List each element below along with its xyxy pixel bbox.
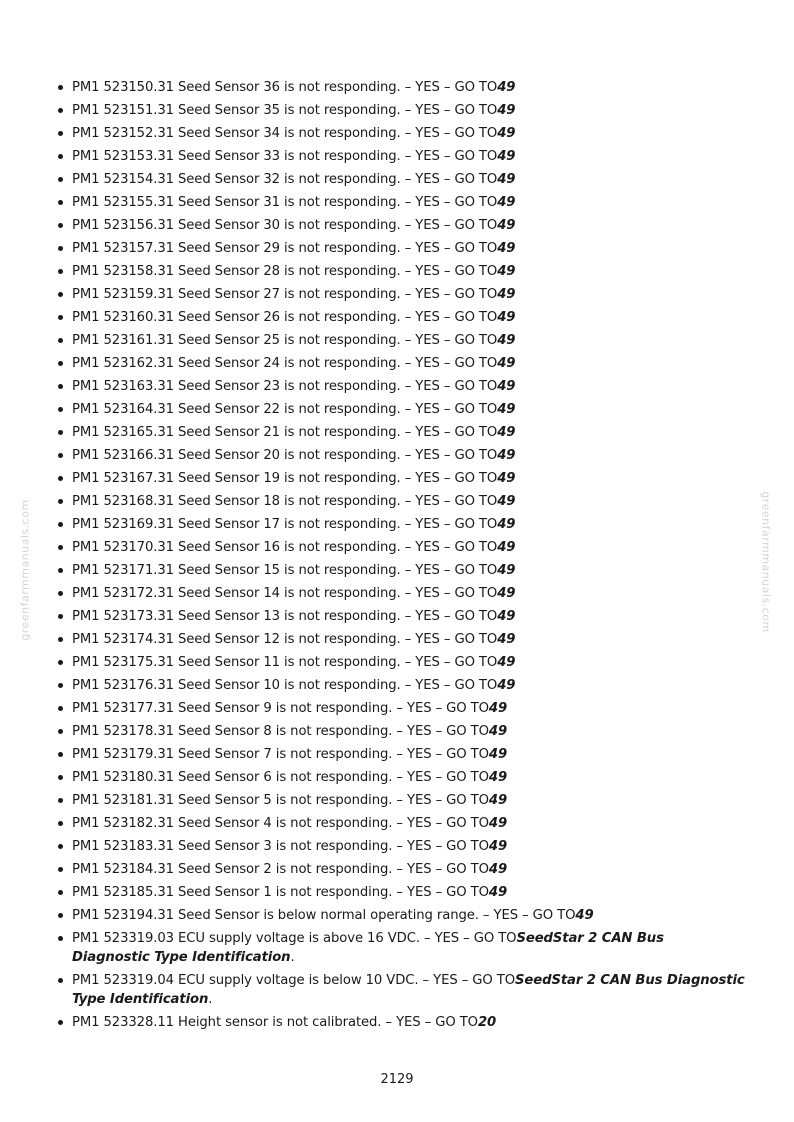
- bullet-icon: [58, 177, 63, 182]
- goto-link[interactable]: 49: [497, 264, 516, 279]
- code-description: PM1 523158.31 Seed Sensor 28 is not responding. – YES – GO TO: [72, 264, 498, 279]
- list-item: [56, 653, 746, 672]
- list-item: [56, 492, 746, 511]
- bullet-icon: [58, 315, 63, 320]
- goto-link[interactable]: 49: [488, 747, 508, 762]
- goto-link[interactable]: 49: [497, 402, 516, 417]
- list-item: [56, 1013, 746, 1032]
- goto-link[interactable]: 49: [497, 80, 516, 95]
- goto-link[interactable]: 49: [497, 333, 516, 348]
- code-description: PM1 523167.31 Seed Sensor 19 is not responding. – YES – GO TO: [72, 471, 498, 486]
- goto-link[interactable]: 49: [497, 448, 516, 463]
- code-description: PM1 523166.31 Seed Sensor 20 is not responding. – YES – GO TO: [72, 448, 498, 463]
- list-item: [56, 515, 746, 534]
- bullet-icon: [58, 729, 63, 734]
- goto-link[interactable]: 20: [477, 1015, 497, 1030]
- list-item: [56, 630, 746, 649]
- goto-link[interactable]: 49: [497, 218, 516, 233]
- list-item: [56, 607, 746, 626]
- list-item: [56, 285, 746, 304]
- bullet-icon: [58, 545, 63, 550]
- list-item: [56, 971, 746, 1009]
- bullet-icon: [58, 706, 63, 711]
- bullet-icon: [58, 821, 63, 826]
- code-description: PM1 523163.31 Seed Sensor 23 is not responding. – YES – GO TO: [72, 379, 498, 394]
- code-description: PM1 523168.31 Seed Sensor 18 is not responding. – YES – GO TO: [72, 494, 498, 509]
- bullet-icon: [58, 522, 63, 527]
- goto-link[interactable]: 49: [497, 471, 516, 486]
- goto-link[interactable]: 49: [497, 632, 516, 647]
- list-item: [56, 377, 746, 396]
- diagnostic-code-list: [56, 78, 746, 1036]
- goto-link[interactable]: 49: [497, 126, 516, 141]
- code-description: PM1 523170.31 Seed Sensor 16 is not responding. – YES – GO TO: [72, 540, 498, 555]
- bullet-icon: [58, 338, 63, 343]
- bullet-icon: [58, 499, 63, 504]
- code-description: PM1 523177.31 Seed Sensor 9 is not responding. – YES – GO TO: [72, 701, 489, 716]
- code-description: PM1 523184.31 Seed Sensor 2 is not responding. – YES – GO TO: [72, 862, 489, 877]
- list-item: [56, 239, 746, 258]
- bullet-icon: [58, 683, 63, 688]
- bullet-icon: [58, 936, 63, 941]
- list-item: [56, 446, 746, 465]
- goto-link[interactable]: 49: [497, 586, 516, 601]
- bullet-icon: [58, 292, 63, 297]
- bullet-icon: [58, 246, 63, 251]
- goto-link[interactable]: 49: [497, 379, 516, 394]
- code-description: PM1 523169.31 Seed Sensor 17 is not responding. – YES – GO TO: [72, 517, 498, 532]
- list-item: [56, 745, 746, 764]
- list-item: [56, 354, 746, 373]
- goto-link[interactable]: 49: [497, 287, 516, 302]
- list-item: [56, 216, 746, 235]
- code-description: PM1 523156.31 Seed Sensor 30 is not responding. – YES – GO TO: [72, 218, 498, 233]
- goto-link[interactable]: 49: [497, 655, 516, 670]
- goto-link[interactable]: 49: [497, 517, 516, 532]
- bullet-icon: [58, 384, 63, 389]
- list-item: [56, 469, 746, 488]
- code-description: PM1 523179.31 Seed Sensor 7 is not responding. – YES – GO TO: [72, 747, 489, 762]
- bullet-icon: [58, 361, 63, 366]
- bullet-icon: [58, 913, 63, 918]
- bullet-icon: [58, 637, 63, 642]
- goto-link[interactable]: 49: [488, 793, 508, 808]
- list-item: [56, 331, 746, 350]
- list-item: [56, 170, 746, 189]
- code-description: PM1 523174.31 Seed Sensor 12 is not responding. – YES – GO TO: [72, 632, 498, 647]
- goto-link[interactable]: 49: [488, 770, 508, 785]
- list-item: [56, 906, 746, 925]
- goto-link[interactable]: 49: [497, 609, 516, 624]
- goto-link[interactable]: 49: [488, 724, 508, 739]
- list-item: [56, 124, 746, 143]
- list-item: [56, 929, 746, 967]
- page-number: 2129: [380, 1072, 414, 1087]
- code-description: PM1 523154.31 Seed Sensor 32 is not responding. – YES – GO TO: [72, 172, 498, 187]
- goto-link[interactable]: 49: [497, 103, 516, 118]
- list-item: [56, 561, 746, 580]
- list-item: [56, 860, 746, 879]
- code-description: PM1 523194.31 Seed Sensor is below normal operating range. – YES – GO TO: [72, 908, 576, 923]
- goto-link[interactable]: 49: [488, 862, 508, 877]
- bullet-icon: [58, 775, 63, 780]
- code-description: PM1 523172.31 Seed Sensor 14 is not responding. – YES – GO TO: [72, 586, 498, 601]
- bullet-icon: [58, 154, 63, 159]
- bullet-icon: [58, 752, 63, 757]
- code-description: PM1 523164.31 Seed Sensor 22 is not responding. – YES – GO TO: [72, 402, 498, 417]
- list-item: [56, 308, 746, 327]
- code-description: PM1 523185.31 Seed Sensor 1 is not responding. – YES – GO TO: [72, 885, 489, 900]
- list-item: [56, 423, 746, 442]
- code-description: PM1 523328.11 Height sensor is not calibrated. – YES – GO TO: [72, 1015, 478, 1030]
- bullet-icon: [58, 269, 63, 274]
- bullet-icon: [58, 867, 63, 872]
- goto-link[interactable]: 49: [497, 356, 516, 371]
- bullet-icon: [58, 1020, 63, 1025]
- code-description: PM1 523150.31 Seed Sensor 36 is not responding. – YES – GO TO: [72, 80, 498, 95]
- code-description: PM1 523161.31 Seed Sensor 25 is not responding. – YES – GO TO: [72, 333, 498, 348]
- code-description: PM1 523171.31 Seed Sensor 15 is not responding. – YES – GO TO: [72, 563, 498, 578]
- bullet-icon: [58, 223, 63, 228]
- code-description: PM1 523183.31 Seed Sensor 3 is not responding. – YES – GO TO: [72, 839, 489, 854]
- bullet-icon: [58, 798, 63, 803]
- goto-link[interactable]: 49: [575, 908, 594, 923]
- bullet-icon: [58, 430, 63, 435]
- code-description: PM1 523159.31 Seed Sensor 27 is not responding. – YES – GO TO: [72, 287, 498, 302]
- list-item: [56, 676, 746, 695]
- goto-link[interactable]: 49: [497, 678, 516, 693]
- bullet-icon: [58, 978, 63, 983]
- code-description: PM1 523319.03 ECU supply voltage is above 16 VDC. – YES – GO TO: [72, 931, 517, 946]
- code-description: PM1 523162.31 Seed Sensor 24 is not responding. – YES – GO TO: [72, 356, 498, 371]
- code-description: PM1 523176.31 Seed Sensor 10 is not responding. – YES – GO TO: [72, 678, 498, 693]
- goto-link[interactable]: 49: [488, 839, 508, 854]
- list-item: [56, 262, 746, 281]
- list-item: [56, 101, 746, 120]
- goto-link[interactable]: 49: [488, 701, 508, 716]
- goto-link[interactable]: 49: [488, 816, 508, 831]
- list-item: [56, 699, 746, 718]
- code-description: PM1 523178.31 Seed Sensor 8 is not responding. – YES – GO TO: [72, 724, 489, 739]
- list-item: [56, 814, 746, 833]
- list-item: [56, 147, 746, 166]
- watermark-right: greenfarmmanuals.com: [759, 491, 773, 633]
- code-description: PM1 523155.31 Seed Sensor 31 is not responding. – YES – GO TO: [72, 195, 498, 210]
- goto-link[interactable]: 49: [497, 195, 516, 210]
- bullet-icon: [58, 476, 63, 481]
- code-description: PM1 523157.31 Seed Sensor 29 is not responding. – YES – GO TO: [72, 241, 498, 256]
- code-description: PM1 523153.31 Seed Sensor 33 is not responding. – YES – GO TO: [72, 149, 498, 164]
- code-description: PM1 523181.31 Seed Sensor 5 is not responding. – YES – GO TO: [72, 793, 489, 808]
- code-description: PM1 523160.31 Seed Sensor 26 is not responding. – YES – GO TO: [72, 310, 498, 325]
- goto-link[interactable]: 49: [488, 885, 508, 900]
- code-description: PM1 523180.31 Seed Sensor 6 is not responding. – YES – GO TO: [72, 770, 489, 785]
- goto-link[interactable]: 49: [497, 494, 516, 509]
- list-item: [56, 538, 746, 557]
- bullet-icon: [58, 568, 63, 573]
- list-item: [56, 400, 746, 419]
- code-description: PM1 523165.31 Seed Sensor 21 is not responding. – YES – GO TO: [72, 425, 498, 440]
- goto-link[interactable]: 49: [497, 241, 516, 256]
- code-description: PM1 523319.04 ECU supply voltage is below 10 VDC. – YES – GO TO: [72, 973, 516, 988]
- bullet-icon: [58, 890, 63, 895]
- goto-link[interactable]: SeedStar 2 CAN Bus Diagnostic Type Identification: [72, 973, 745, 1007]
- list-item: [56, 883, 746, 902]
- code-suffix: .: [208, 992, 213, 1007]
- bullet-icon: [58, 131, 63, 136]
- code-description: PM1 523182.31 Seed Sensor 4 is not responding. – YES – GO TO: [72, 816, 489, 831]
- list-item: [56, 78, 746, 97]
- watermark-left: greenfarmmanuals.com: [18, 499, 32, 641]
- code-description: PM1 523151.31 Seed Sensor 35 is not responding. – YES – GO TO: [72, 103, 498, 118]
- list-item: [56, 193, 746, 212]
- list-item: [56, 837, 746, 856]
- code-description: PM1 523175.31 Seed Sensor 11 is not responding. – YES – GO TO: [72, 655, 498, 670]
- bullet-icon: [58, 85, 63, 90]
- code-description: PM1 523152.31 Seed Sensor 34 is not responding. – YES – GO TO: [72, 126, 498, 141]
- goto-link[interactable]: SeedStar 2 CAN Bus Diagnostic Type Identification: [72, 931, 664, 965]
- goto-link[interactable]: 49: [497, 310, 516, 325]
- bullet-icon: [58, 108, 63, 113]
- list-item: [56, 584, 746, 603]
- bullet-icon: [58, 200, 63, 205]
- code-description: PM1 523173.31 Seed Sensor 13 is not responding. – YES – GO TO: [72, 609, 498, 624]
- list-item: [56, 768, 746, 787]
- goto-link[interactable]: 49: [497, 149, 516, 164]
- list-item: [56, 791, 746, 810]
- goto-link[interactable]: 49: [497, 172, 516, 187]
- bullet-icon: [58, 591, 63, 596]
- bullet-icon: [58, 453, 63, 458]
- goto-link[interactable]: 49: [497, 540, 516, 555]
- code-suffix: .: [290, 950, 295, 965]
- bullet-icon: [58, 844, 63, 849]
- list-item: [56, 722, 746, 741]
- goto-link[interactable]: 49: [497, 425, 516, 440]
- bullet-icon: [58, 407, 63, 412]
- goto-link[interactable]: 49: [497, 563, 516, 578]
- bullet-icon: [58, 660, 63, 665]
- bullet-icon: [58, 614, 63, 619]
